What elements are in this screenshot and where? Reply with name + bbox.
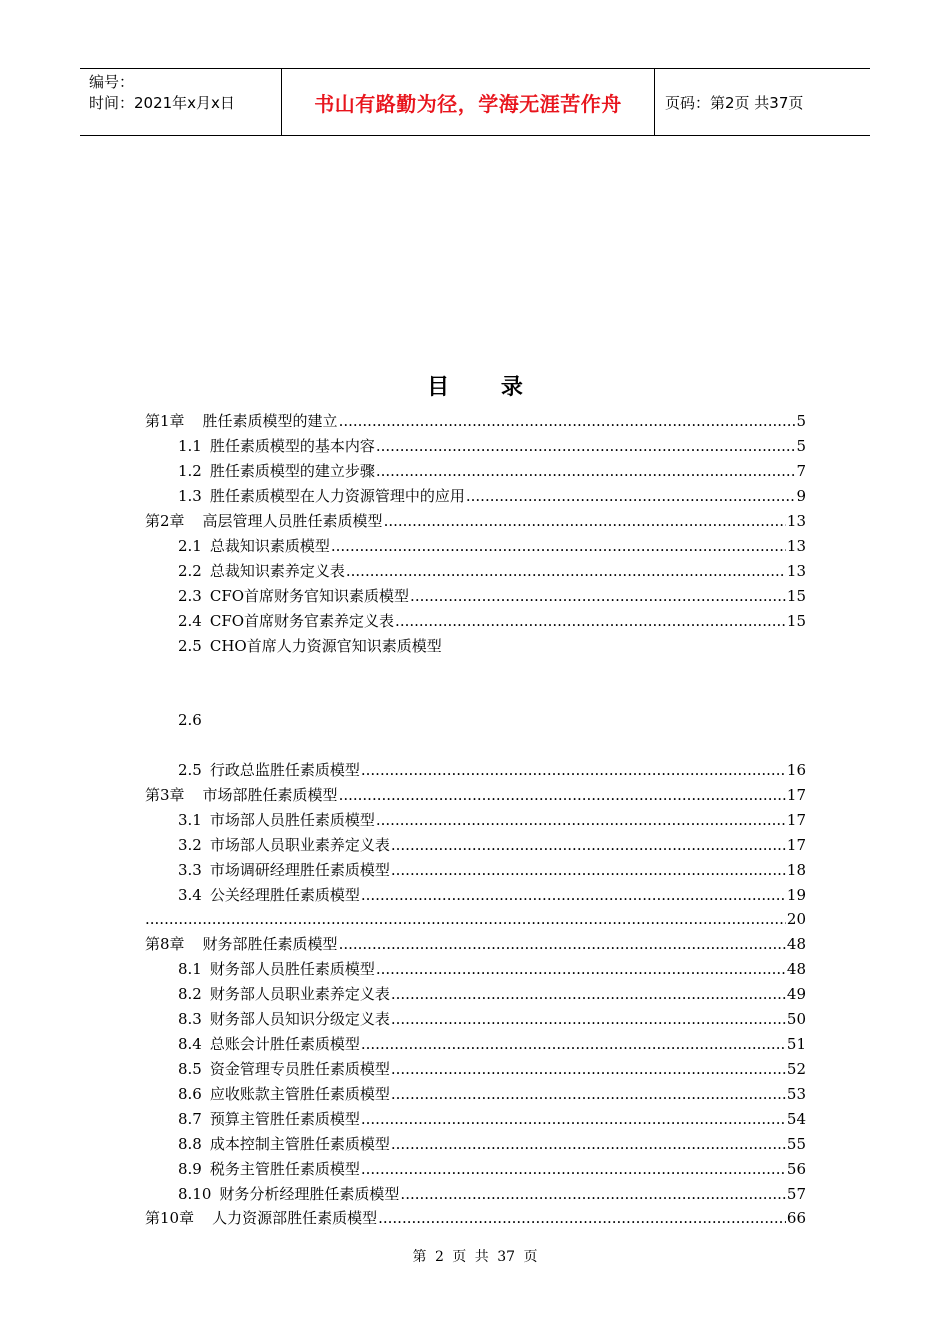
toc-entry-page: 53: [786, 1085, 806, 1103]
toc-entry-page: 15: [786, 612, 806, 630]
toc-entry[interactable]: [178, 833, 806, 855]
toc-entry-number: 8.8: [178, 1135, 202, 1153]
toc-leader-dots: [339, 785, 786, 805]
page-header: [80, 68, 870, 136]
toc-entry-page: 54: [786, 1110, 806, 1128]
toc-entry-title: CFO首席财务官素养定义表: [209, 612, 395, 630]
toc-entry[interactable]: [178, 636, 442, 656]
toc-entry-number: 8.2: [178, 985, 202, 1003]
toc-entry[interactable]: [178, 484, 806, 506]
toc-leader-dots: [361, 1159, 786, 1179]
toc-entry-title: 总裁知识素质模型: [209, 537, 330, 555]
toc-entry-title: 应收账款主管胜任素质模型: [209, 1085, 390, 1103]
toc-entry[interactable]: [178, 858, 806, 880]
toc-leader-dots: [391, 984, 786, 1004]
toc-entry-title: 公关经理胜任素质模型: [209, 886, 360, 904]
toc-entry[interactable]: [178, 883, 806, 905]
time-label: 时间：2021年x月x日: [89, 94, 235, 112]
toc-entry-number: 8.7: [178, 1110, 202, 1128]
toc-entry[interactable]: [178, 1032, 806, 1054]
toc-entry-title: 胜任素质模型的建立: [202, 412, 338, 430]
toc-entry-number: 8.6: [178, 1085, 202, 1103]
toc-entry[interactable]: [178, 1057, 806, 1079]
toc-leader-dots: [391, 1084, 786, 1104]
toc-entry-page: 7: [796, 462, 806, 480]
toc-entry-title: 财务部胜任素质模型: [202, 935, 338, 953]
toc-entry[interactable]: [145, 1206, 806, 1228]
toc-entry-number: 第8章: [145, 935, 185, 953]
toc-entry-number: 1.1: [178, 437, 202, 455]
toc-entry-title: 市场调研经理胜任素质模型: [209, 861, 390, 879]
toc-leader-dots: [466, 486, 796, 506]
toc-entry[interactable]: [145, 907, 806, 929]
toc-leader-dots: [400, 1184, 785, 1204]
toc-entry-number: 2.5: [178, 637, 202, 655]
toc-leader-dots: [339, 934, 786, 954]
toc-entry[interactable]: [178, 758, 806, 780]
toc-entry-page: 19: [786, 886, 806, 904]
toc-entry-title: 资金管理专员胜任素质模型: [209, 1060, 390, 1078]
toc-title: 目 录: [427, 375, 545, 400]
toc-entry[interactable]: [178, 534, 806, 556]
toc-entry-page: 57: [786, 1185, 806, 1203]
header-motto-cell: [282, 69, 655, 135]
toc-entry-title: 税务主管胜任素质模型: [209, 1160, 360, 1178]
toc-entry-title: 财务部人员知识分级定义表: [209, 1010, 390, 1028]
toc-entry[interactable]: [178, 434, 806, 456]
toc-entry[interactable]: [178, 609, 806, 631]
toc-leader-dots: [346, 561, 786, 581]
number-label: 编号：: [89, 73, 135, 91]
toc-entry-number: 第1章: [145, 412, 185, 430]
toc-entry-title: 胜任素质模型的建立步骤: [209, 462, 375, 480]
toc-entry-page: 9: [796, 487, 806, 505]
page-info: 页码：第2页 共37页: [665, 93, 804, 112]
toc-entry-number: 8.1: [178, 960, 202, 978]
toc-entry[interactable]: [145, 509, 806, 531]
toc-entry[interactable]: [178, 584, 806, 606]
toc-leader-dots: [391, 1134, 786, 1154]
toc-entry-title: 预算主管胜任素质模型: [209, 1110, 360, 1128]
toc-entry-page: 52: [786, 1060, 806, 1078]
toc-leader-dots: [145, 909, 786, 929]
toc-entry-title: 市场部胜任素质模型: [202, 786, 338, 804]
toc-entry-page: 13: [786, 512, 806, 530]
toc-entry[interactable]: [145, 932, 806, 954]
toc-entry[interactable]: [178, 459, 806, 481]
toc-entry-number: 2.6: [178, 711, 202, 729]
toc-entry-number: 3.4: [178, 886, 202, 904]
toc-entry-title: 高层管理人员胜任素质模型: [202, 512, 383, 530]
toc-entry-page: 56: [786, 1160, 806, 1178]
toc-entry[interactable]: [178, 1182, 806, 1204]
toc-entry-page: 17: [786, 836, 806, 854]
toc-entry-page: 66: [786, 1209, 806, 1227]
toc-entry-title: 胜任素质模型在人力资源管理中的应用: [209, 487, 465, 505]
toc-entry-number: 第3章: [145, 786, 185, 804]
toc-entry-title: 财务部人员胜任素质模型: [209, 960, 375, 978]
toc-entry-number: 3.2: [178, 836, 202, 854]
toc-entry-page: 17: [786, 811, 806, 829]
toc-entry-page: 49: [786, 985, 806, 1003]
toc-entry-number: 2.2: [178, 562, 202, 580]
toc-leader-dots: [376, 461, 796, 481]
toc-entry[interactable]: [178, 1157, 806, 1179]
toc-leader-dots: [391, 860, 786, 880]
toc-leader-dots: [378, 1208, 786, 1228]
toc-entry-page: 13: [786, 537, 806, 555]
toc-entry-page: 50: [786, 1010, 806, 1028]
toc-entry-page: 48: [786, 935, 806, 953]
toc-entry[interactable]: [178, 1132, 806, 1154]
toc-entry-number: 2.4: [178, 612, 202, 630]
toc-entry-page: 16: [786, 761, 806, 779]
toc-entry-page: 15: [786, 587, 806, 605]
toc-entry-number: 8.10: [178, 1185, 212, 1203]
toc-entry-page: 55: [786, 1135, 806, 1153]
toc-leader-dots: [391, 1009, 786, 1029]
toc-entry-page: 5: [796, 412, 806, 430]
toc-entry[interactable]: [178, 710, 202, 730]
toc-entry-title: 市场部人员胜任素质模型: [209, 811, 375, 829]
toc-entry-title: 成本控制主管胜任素质模型: [209, 1135, 390, 1153]
toc-leader-dots: [376, 959, 786, 979]
toc-leader-dots: [361, 760, 786, 780]
toc-entry[interactable]: [178, 1107, 806, 1129]
page-footer: 第 2 页 共 37 页: [412, 1249, 538, 1265]
toc-leader-dots: [331, 536, 786, 556]
toc-entry-number: 2.5: [178, 761, 202, 779]
toc-entry[interactable]: [178, 808, 806, 830]
toc-leader-dots: [361, 885, 786, 905]
toc-entry-number: 8.4: [178, 1035, 202, 1053]
toc-entry-number: 第2章: [145, 512, 185, 530]
toc-entry-number: 1.2: [178, 462, 202, 480]
toc-entry-number: 8.3: [178, 1010, 202, 1028]
toc-leader-dots: [361, 1109, 786, 1129]
toc-entry-page: 5: [796, 437, 806, 455]
motto-text: 书山有路勤为径，学海无涯苦作舟: [314, 91, 622, 116]
toc-entry[interactable]: [178, 559, 806, 581]
toc-entry-title: 胜任素质模型的基本内容: [209, 437, 375, 455]
toc-leader-dots: [410, 586, 786, 606]
toc-entry-page: 17: [786, 786, 806, 804]
toc-entry[interactable]: [178, 1082, 806, 1104]
toc-entry-number: 8.5: [178, 1060, 202, 1078]
toc-entry[interactable]: [145, 783, 806, 805]
toc-leader-dots: [384, 511, 786, 531]
toc-entry-title: CFO首席财务官知识素质模型: [209, 587, 410, 605]
toc-entry[interactable]: [178, 1007, 806, 1029]
toc-entry-number: 2.3: [178, 587, 202, 605]
toc-leader-dots: [376, 810, 786, 830]
toc-entry-number: 3.1: [178, 811, 202, 829]
toc-entry-title: 总裁知识素养定义表: [209, 562, 345, 580]
toc-entry-title: CHO首席人力资源官知识素质模型: [209, 637, 442, 655]
toc-entry-number: 第10章: [145, 1209, 195, 1227]
toc-entry[interactable]: [178, 957, 806, 979]
toc-entry-number: 1.3: [178, 487, 202, 505]
toc-entry-number: 8.9: [178, 1160, 202, 1178]
toc-leader-dots: [376, 436, 796, 456]
toc-entry-title: 行政总监胜任素质模型: [209, 761, 360, 779]
header-info-cell: [80, 69, 282, 135]
toc-entry-page: 13: [786, 562, 806, 580]
toc-leader-dots: [391, 1059, 786, 1079]
toc-entry-number: 2.1: [178, 537, 202, 555]
toc-entry-title: 财务部人员职业素养定义表: [209, 985, 390, 1003]
toc-leader-dots: [339, 411, 796, 431]
header-page-cell: [655, 69, 870, 135]
toc-entry-title: 财务分析经理胜任素质模型: [219, 1185, 400, 1203]
toc-entry-title: 市场部人员职业素养定义表: [209, 836, 390, 854]
toc-entry[interactable]: [178, 982, 806, 1004]
toc-entry-page: 20: [786, 910, 806, 928]
toc-entry[interactable]: [145, 409, 806, 431]
toc-entry-title: 总账会计胜任素质模型: [209, 1035, 360, 1053]
toc-entry-page: 51: [786, 1035, 806, 1053]
toc-entry-page: 48: [786, 960, 806, 978]
toc-leader-dots: [391, 835, 786, 855]
toc-entry-page: 18: [786, 861, 806, 879]
toc-leader-dots: [395, 611, 786, 631]
toc-entry-number: 3.3: [178, 861, 202, 879]
toc-leader-dots: [361, 1034, 786, 1054]
toc-entry-title: 人力资源部胜任素质模型: [212, 1209, 378, 1227]
